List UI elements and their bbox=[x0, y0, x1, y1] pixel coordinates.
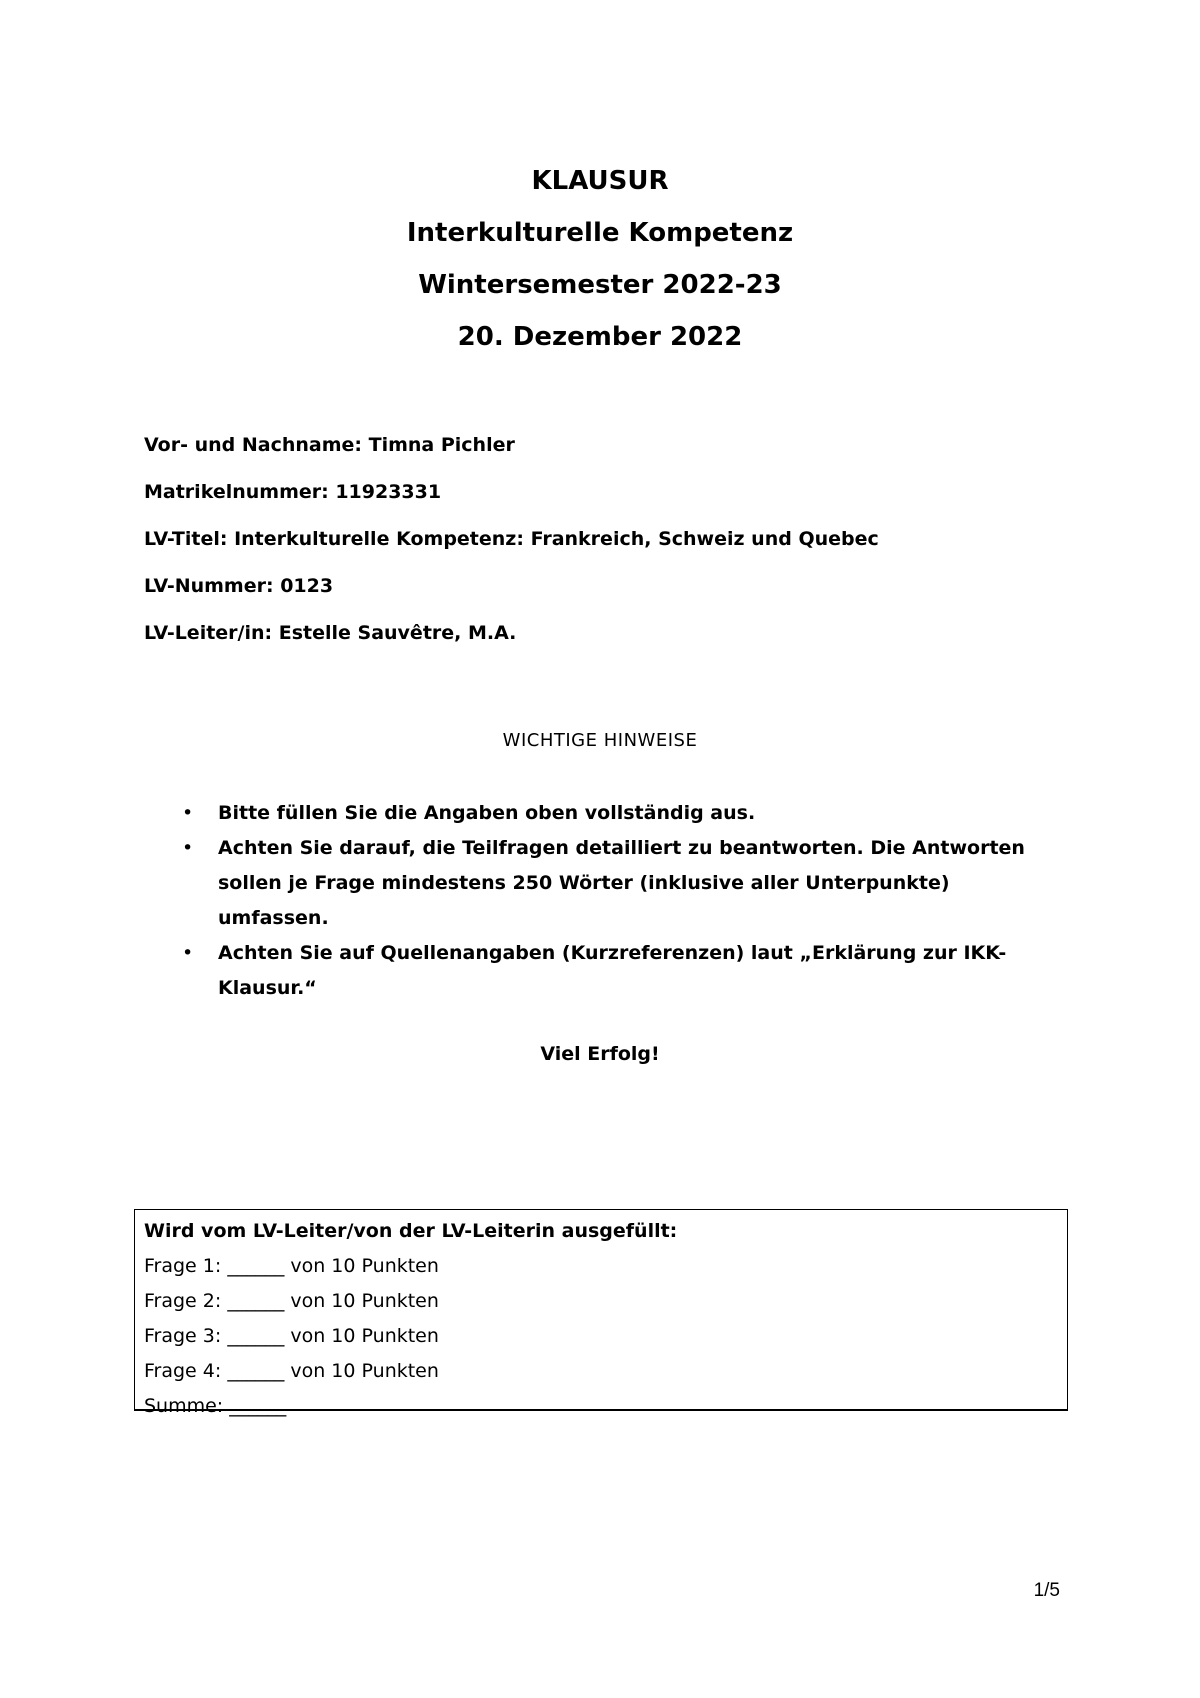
bullet-icon: • bbox=[182, 837, 194, 859]
bullet-icon: • bbox=[182, 942, 194, 964]
page-number: 1/5 bbox=[1033, 1580, 1060, 1601]
bullet-icon: • bbox=[182, 802, 194, 824]
grading-header: Wird vom LV-Leiter/von der LV-Leiterin ausgefüllt: bbox=[144, 1220, 678, 1242]
exam-semester: Wintersemester 2022-23 bbox=[418, 270, 782, 300]
title-block bbox=[0, 155, 1200, 363]
course-instructor: LV-Leiter/in: Estelle Sauvêtre, M.A. bbox=[144, 622, 517, 644]
exam-date: 20. Dezember 2022 bbox=[457, 322, 743, 352]
closing-text: Viel Erfolg! bbox=[540, 1043, 660, 1065]
notice-list bbox=[160, 796, 1040, 1006]
course-title: LV-Titel: Interkulturelle Kompetenz: Frankreich, Schweiz und Quebec bbox=[144, 528, 879, 550]
grading-line-question-2: Frage 2: ______ von 10 Punkten bbox=[144, 1290, 439, 1312]
grading-box bbox=[134, 1209, 1068, 1417]
notice-heading: WICHTIGE HINWEISE bbox=[502, 730, 698, 751]
exam-subject: Interkulturelle Kompetenz bbox=[406, 218, 794, 248]
notice-text: Achten Sie darauf, die Teilfragen detailliert zu beantworten. Die Antworten sollen je Frage mindestens 250 Wörter (inklusive aller Unterpunkte) umfassen. bbox=[218, 837, 1025, 929]
student-info bbox=[144, 422, 1064, 657]
list-item bbox=[160, 936, 1040, 1006]
student-name: Vor- und Nachname: Timna Pichler bbox=[144, 434, 515, 456]
exam-title: KLAUSUR bbox=[531, 166, 669, 196]
grading-line-total: Summe: ______ bbox=[144, 1395, 287, 1417]
grading-line-question-4: Frage 4: ______ von 10 Punkten bbox=[144, 1360, 439, 1382]
list-item bbox=[160, 796, 1040, 831]
notice-text: Achten Sie auf Quellenangaben (Kurzreferenzen) laut „Erklärung zur IKK-Klausur.“ bbox=[218, 942, 1007, 999]
grading-line-question-3: Frage 3: ______ von 10 Punkten bbox=[144, 1325, 439, 1347]
matriculation-number: Matrikelnummer: 11923331 bbox=[144, 481, 442, 503]
notice-text: Bitte füllen Sie die Angaben oben vollständig aus. bbox=[218, 802, 756, 824]
list-item bbox=[160, 831, 1040, 936]
grading-line-question-1: Frage 1: ______ von 10 Punkten bbox=[144, 1255, 439, 1277]
course-number: LV-Nummer: 0123 bbox=[144, 575, 334, 597]
